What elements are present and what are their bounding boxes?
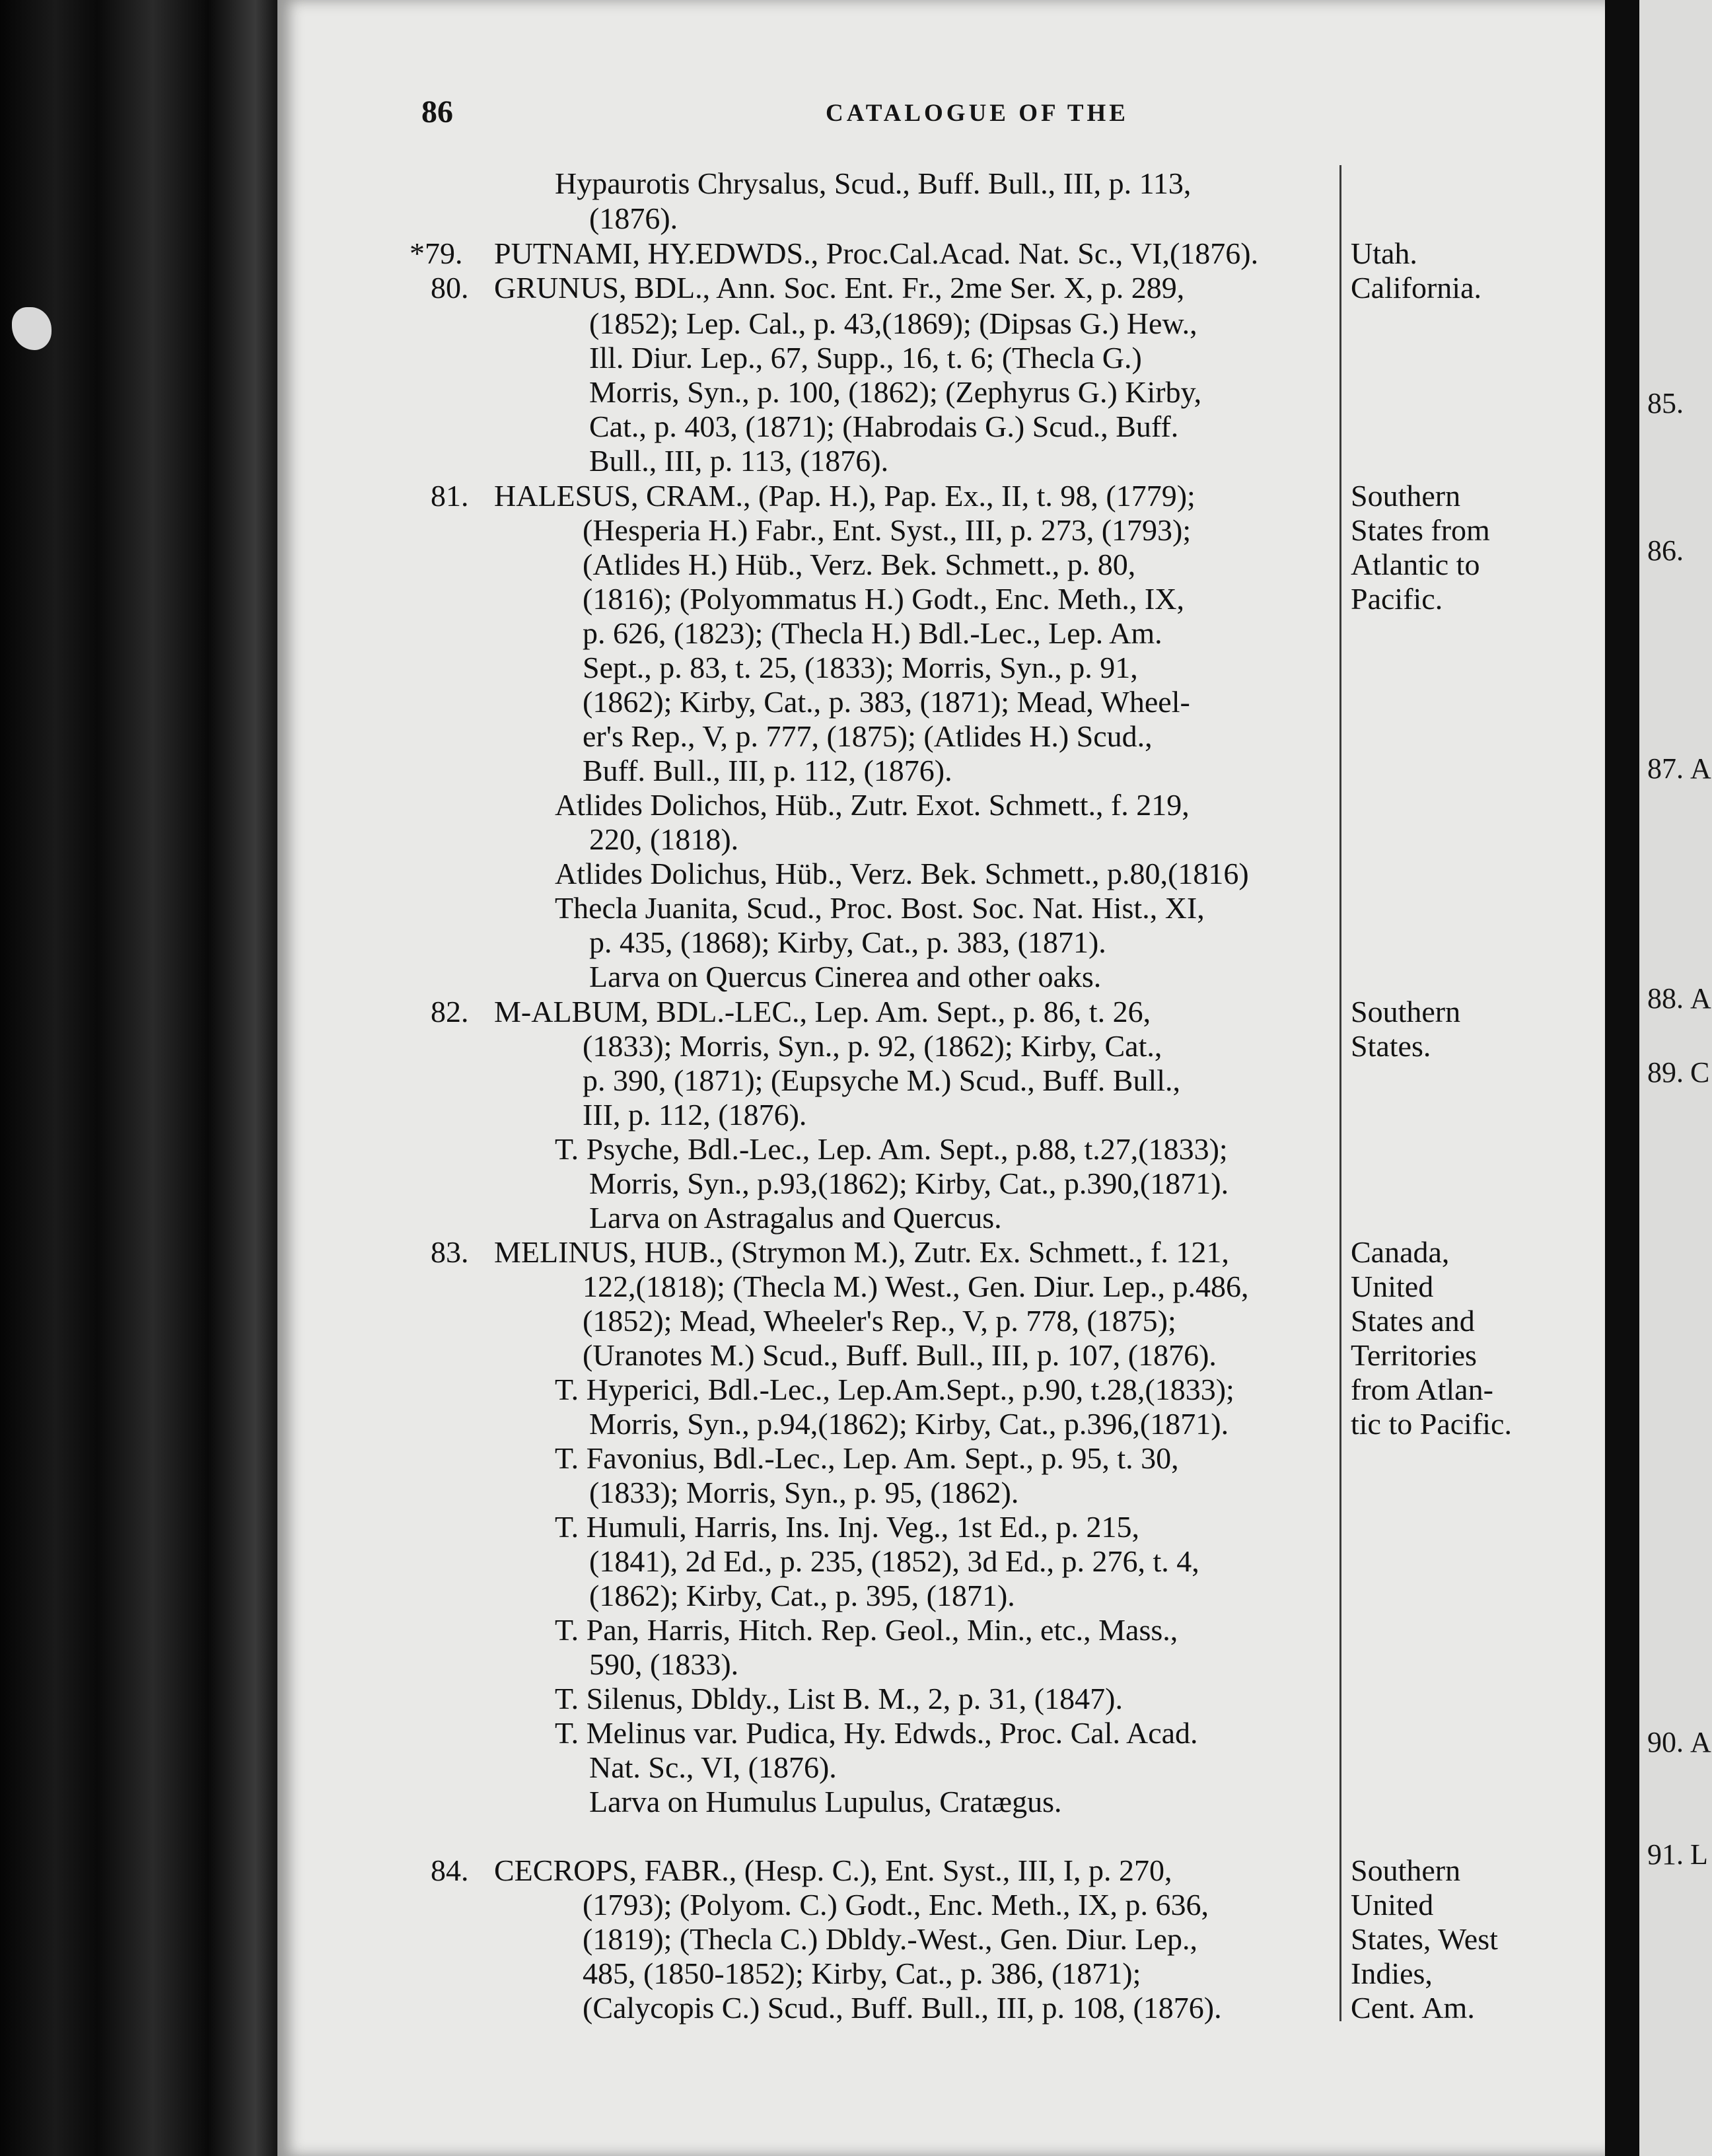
text-line: p. 626, (1823); (Thecla H.) Bdl.-Lec., Lep. Am.: [583, 616, 1162, 650]
entry-number: 82.: [431, 995, 469, 1028]
text-line: (Atlides H.) Hüb., Verz. Bek. Schmett., p. 80,: [583, 548, 1136, 581]
text-line: Hypaurotis Chrysalus, Scud., Buff. Bull., III, p. 113,: [555, 166, 1192, 200]
text-line: PUTNAMI, HY.EDWDS., Proc.Cal.Acad. Nat. Sc., VI,(1876).: [494, 236, 1259, 270]
text-line: p. 435, (1868); Kirby, Cat., p. 383, (1871).: [589, 925, 1106, 959]
entry-number: 80.: [431, 271, 469, 305]
locality-text: Canada,: [1351, 1235, 1450, 1269]
text-line: (1852); Mead, Wheeler's Rep., V, p. 778, (1875);: [583, 1304, 1176, 1338]
entry-number: 83.: [431, 1235, 469, 1269]
text-line: p. 390, (1871); (Eupsyche M.) Scud., Buff. Bull.,: [583, 1063, 1181, 1097]
stain-mark: [12, 307, 52, 350]
text-line: 220, (1818).: [589, 822, 739, 856]
text-line: T. Favonius, Bdl.-Lec., Lep. Am. Sept., p. 95, t. 30,: [555, 1441, 1179, 1475]
text-line: (1852); Lep. Cal., p. 43,(1869); (Dipsas G.) Hew.,: [589, 306, 1197, 340]
text-line: Larva on Astragalus and Quercus.: [589, 1201, 1002, 1235]
text-line: (1862); Kirby, Cat., p. 395, (1871).: [589, 1579, 1015, 1612]
text-line: M-ALBUM, BDL.-LEC., Lep. Am. Sept., p. 86, t. 26,: [494, 995, 1151, 1028]
text-line: (Hesperia H.) Fabr., Ent. Syst., III, p. 273, (1793);: [583, 513, 1192, 547]
locality-text: Atlantic to: [1351, 548, 1480, 581]
text-line: 590, (1833).: [589, 1647, 739, 1681]
text-line: Morris, Syn., p. 100, (1862); (Zephyrus G.) Kirby,: [589, 375, 1202, 409]
locality-text: States.: [1351, 1029, 1431, 1063]
text-line: T. Humuli, Harris, Ins. Inj. Veg., 1st Ed., p. 215,: [555, 1510, 1140, 1544]
locality-text: from Atlan-: [1351, 1373, 1493, 1406]
locality-text: United: [1351, 1888, 1434, 1922]
entry-number: 81.: [431, 479, 469, 513]
text-line: (1862); Kirby, Cat., p. 383, (1871); Mead, Wheel-: [583, 685, 1190, 719]
locality-text: Indies,: [1351, 1957, 1433, 1990]
catalogue-page: [277, 0, 1605, 2156]
entry-number: 84.: [431, 1853, 469, 1887]
next-page-number: 91. L: [1647, 1838, 1708, 1871]
text-line: T. Psyche, Bdl.-Lec., Lep. Am. Sept., p.88, t.27,(1833);: [555, 1132, 1228, 1166]
next-page-edge: [1639, 0, 1712, 2156]
locality-text: States, West: [1351, 1922, 1498, 1956]
running-head: CATALOGUE OF THE: [826, 100, 1129, 127]
next-page-number: 85.: [1647, 387, 1684, 419]
text-line: Atlides Dolichos, Hüb., Zutr. Exot. Schmett., f. 219,: [555, 788, 1190, 822]
page-header: [277, 94, 1605, 133]
locality-text: California.: [1351, 271, 1481, 305]
text-line: Nat. Sc., VI, (1876).: [589, 1750, 837, 1784]
text-line: (1876).: [589, 201, 678, 235]
text-line: 122,(1818); (Thecla M.) West., Gen. Diur. Lep., p.486,: [583, 1270, 1249, 1303]
locality-text: United: [1351, 1270, 1434, 1303]
next-page-number: 86.: [1647, 534, 1684, 567]
next-page-number: 89. C: [1647, 1056, 1710, 1089]
locality-text: States from: [1351, 513, 1490, 547]
page-number: 86: [421, 94, 453, 129]
page-edge-shadow: [1605, 0, 1639, 2156]
text-line: T. Melinus var. Pudica, Hy. Edwds., Proc. Cal. Acad.: [555, 1716, 1198, 1750]
text-line: GRUNUS, BDL., Ann. Soc. Ent. Fr., 2me Ser. X, p. 289,: [494, 271, 1185, 305]
text-line: Buff. Bull., III, p. 112, (1876).: [583, 754, 952, 787]
text-line: MELINUS, HUB., (Strymon M.), Zutr. Ex. Schmett., f. 121,: [494, 1235, 1229, 1269]
text-line: (Calycopis C.) Scud., Buff. Bull., III, p. 108, (1876).: [583, 1991, 1222, 2025]
text-line: HALESUS, CRAM., (Pap. H.), Pap. Ex., II, t. 98, (1779);: [494, 479, 1195, 513]
text-line: T. Pan, Harris, Hitch. Rep. Geol., Min., etc., Mass.,: [555, 1613, 1178, 1647]
locality-text: Southern: [1351, 1853, 1461, 1887]
text-line: Morris, Syn., p.93,(1862); Kirby, Cat., p.390,(1871).: [589, 1167, 1229, 1200]
text-line: Atlides Dolichus, Hüb., Verz. Bek. Schmett., p.80,(1816): [555, 857, 1249, 890]
text-line: (1819); (Thecla C.) Dbldy.-West., Gen. Diur. Lep.,: [583, 1922, 1197, 1956]
text-line: Larva on Quercus Cinerea and other oaks.: [589, 960, 1102, 993]
text-line: (1841), 2d Ed., p. 235, (1852), 3d Ed., p. 276, t. 4,: [589, 1544, 1199, 1578]
locality-text: Southern: [1351, 995, 1461, 1028]
text-line: Morris, Syn., p.94,(1862); Kirby, Cat., p.396,(1871).: [589, 1407, 1229, 1441]
locality-text: tic to Pacific.: [1351, 1407, 1512, 1441]
text-line: er's Rep., V, p. 777, (1875); (Atlides H.) Scud.,: [583, 719, 1153, 753]
text-line: Sept., p. 83, t. 25, (1833); Morris, Syn., p. 91,: [583, 651, 1138, 684]
text-line: CECROPS, FABR., (Hesp. C.), Ent. Syst., III, I, p. 270,: [494, 1853, 1172, 1887]
text-line: (1833); Morris, Syn., p. 92, (1862); Kirby, Cat.,: [583, 1029, 1162, 1063]
text-line: T. Hyperici, Bdl.-Lec., Lep.Am.Sept., p.90, t.28,(1833);: [555, 1373, 1234, 1406]
book-gutter: [0, 0, 277, 2156]
text-line: Larva on Humulus Lupulus, Cratægus.: [589, 1785, 1062, 1818]
locality-text: Southern: [1351, 479, 1461, 513]
next-page-number: 88. A: [1647, 982, 1711, 1015]
text-line: Ill. Diur. Lep., 67, Supp., 16, t. 6; (Thecla G.): [589, 341, 1142, 375]
text-line: 485, (1850-1852); Kirby, Cat., p. 386, (1871);: [583, 1957, 1141, 1990]
locality-text: Territories: [1351, 1338, 1477, 1372]
next-page-number: 87. A: [1647, 752, 1711, 785]
text-line: (1833); Morris, Syn., p. 95, (1862).: [589, 1476, 1019, 1509]
locality-text: States and: [1351, 1304, 1475, 1338]
text-line: T. Silenus, Dbldy., List B. M., 2, p. 31, (1847).: [555, 1682, 1123, 1715]
text-line: (1816); (Polyommatus H.) Godt., Enc. Meth., IX,: [583, 582, 1184, 616]
entry-number: *79.: [410, 236, 463, 270]
text-line: (Uranotes M.) Scud., Buff. Bull., III, p. 107, (1876).: [583, 1338, 1217, 1372]
column-divider: [1339, 165, 1341, 2021]
locality-text: Cent. Am.: [1351, 1991, 1475, 2025]
text-line: Bull., III, p. 113, (1876).: [589, 444, 889, 478]
next-page-number: 90. A: [1647, 1726, 1711, 1758]
locality-text: Pacific.: [1351, 582, 1443, 616]
text-line: III, p. 112, (1876).: [583, 1098, 807, 1132]
text-line: Thecla Juanita, Scud., Proc. Bost. Soc. Nat. Hist., XI,: [555, 891, 1205, 925]
text-line: (1793); (Polyom. C.) Godt., Enc. Meth., IX, p. 636,: [583, 1888, 1209, 1922]
text-line: Cat., p. 403, (1871); (Habrodais G.) Scud., Buff.: [589, 410, 1179, 443]
locality-text: Utah.: [1351, 236, 1417, 270]
